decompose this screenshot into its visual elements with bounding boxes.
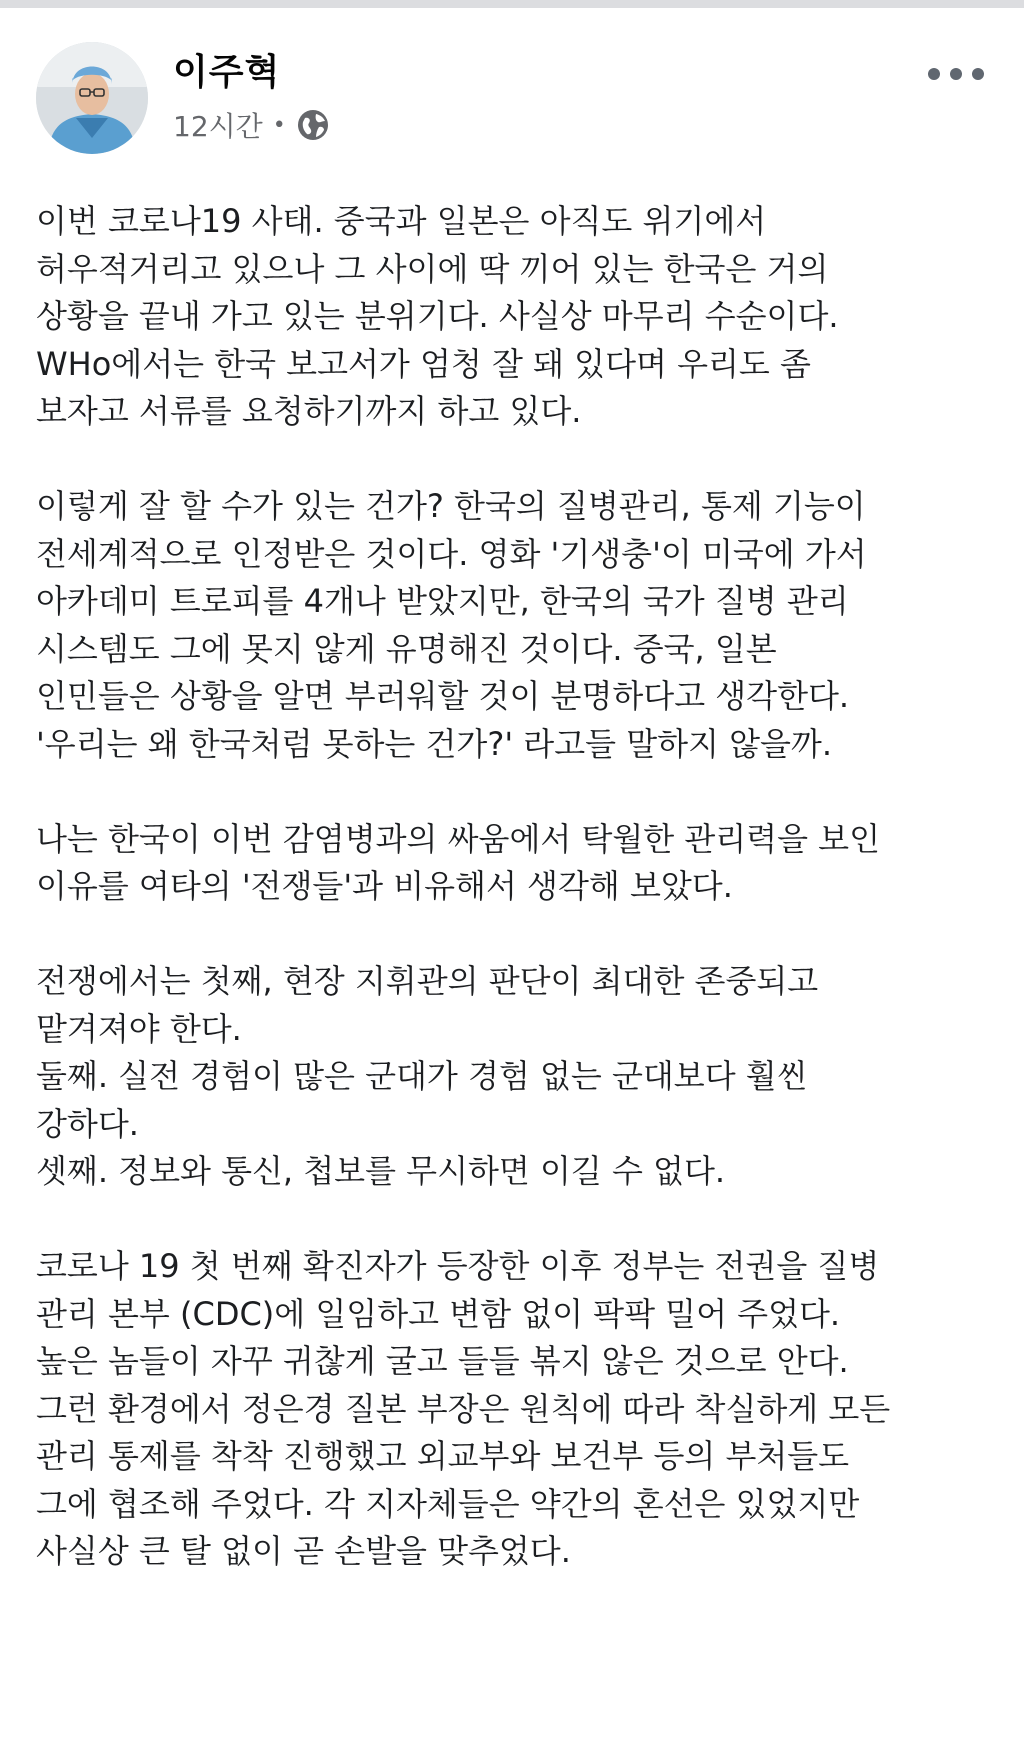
post-text-line: 나는 한국이 이번 감염병과의 싸움에서 탁월한 관리력을 보인 <box>36 819 881 858</box>
paragraph-gap <box>36 436 986 484</box>
meta-separator: • <box>272 112 286 138</box>
post-text-line: WHo에서는 한국 보고서가 엄청 잘 돼 있다며 우리도 좀 <box>36 344 811 383</box>
more-dot <box>972 68 984 80</box>
post-text-line: 시스템도 그에 못지 않게 유명해진 것이다. 중국, 일본 <box>36 629 777 668</box>
more-dot <box>928 68 940 80</box>
post-card <box>0 8 1024 1742</box>
post-text-line: 보자고 서류를 요청하기까지 하고 있다. <box>36 392 582 430</box>
post-text-line: 관리 본부 (CDC)에 일임하고 변함 없이 팍팍 밀어 주었다. <box>36 1294 841 1333</box>
paragraph-gap <box>36 768 986 816</box>
more-options-icon[interactable] <box>928 56 984 92</box>
top-scroll-strip <box>0 0 1024 8</box>
post-text-line: 전세계적으로 인정받은 것이다. 영화 '기생충'이 미국에 가서 <box>36 534 867 573</box>
post-text-line: 인민들은 상황을 알면 부러워할 것이 분명하다고 생각한다. <box>36 677 850 715</box>
post-text-line: 사실상 큰 탈 없이 곧 손발을 맞추었다. <box>36 1532 571 1570</box>
author-name[interactable]: 이주혁 <box>173 52 281 93</box>
post-text-line: 아카데미 트로피를 4개나 받았지만, 한국의 국가 질병 관리 <box>36 582 849 620</box>
post-text-line: 코로나 19 첫 번째 확진자가 등장한 이후 정부는 전권을 질병 <box>36 1247 880 1285</box>
post-text-line: 강하다. <box>36 1104 139 1143</box>
profile-photo-icon <box>36 42 148 154</box>
post-text-line: 둘째. 실전 경험이 많은 군대가 경험 없는 군대보다 훨씬 <box>36 1057 808 1095</box>
post-text-line: 전쟁에서는 첫째, 현장 지휘관의 판단이 최대한 존중되고 <box>36 962 819 1000</box>
author-avatar[interactable] <box>36 42 148 154</box>
post-text-line: 이번 코로나19 사태. 중국과 일본은 아직도 위기에서 <box>36 202 767 240</box>
post-text-line: 이렇게 잘 할 수가 있는 건가? 한국의 질병관리, 통제 기능이 <box>36 487 866 525</box>
post-text-line: 상황을 끝내 가고 있는 분위기다. 사실상 마무리 수순이다. <box>36 297 839 335</box>
post-meta <box>173 105 330 145</box>
post-header <box>36 42 988 162</box>
globe-icon[interactable] <box>296 108 330 142</box>
post-text-line: '우리는 왜 한국처럼 못하는 건가?' 라고들 말하지 않을까. <box>36 724 833 763</box>
post-text-line: 그런 환경에서 정은경 질본 부장은 원칙에 따라 착실하게 모든 <box>36 1389 891 1428</box>
post-timestamp[interactable]: 12시간 <box>173 110 263 143</box>
paragraph-gap <box>36 911 986 959</box>
post-body <box>36 198 986 1576</box>
post-text-line: 그에 협조해 주었다. 각 지자체들은 약간의 혼선은 있었지만 <box>36 1484 860 1523</box>
post-text-line: 높은 놈들이 자꾸 귀찮게 굴고 들들 볶지 않은 것으로 안다. <box>36 1342 849 1380</box>
post-text-line: 허우적거리고 있으나 그 사이에 딱 끼어 있는 한국은 거의 <box>36 249 829 288</box>
post-text-line: 맡겨져야 한다. <box>36 1009 242 1048</box>
post-text-line: 셋째. 정보와 통신, 첩보를 무시하면 이길 수 없다. <box>36 1152 726 1190</box>
post-text-line: 관리 통제를 착착 진행했고 외교부와 보건부 등의 부처들도 <box>36 1437 850 1475</box>
post-text-line: 이유를 여타의 '전쟁들'과 비유해서 생각해 보았다. <box>36 867 733 905</box>
paragraph-gap <box>36 1196 986 1244</box>
more-dot <box>950 68 962 80</box>
